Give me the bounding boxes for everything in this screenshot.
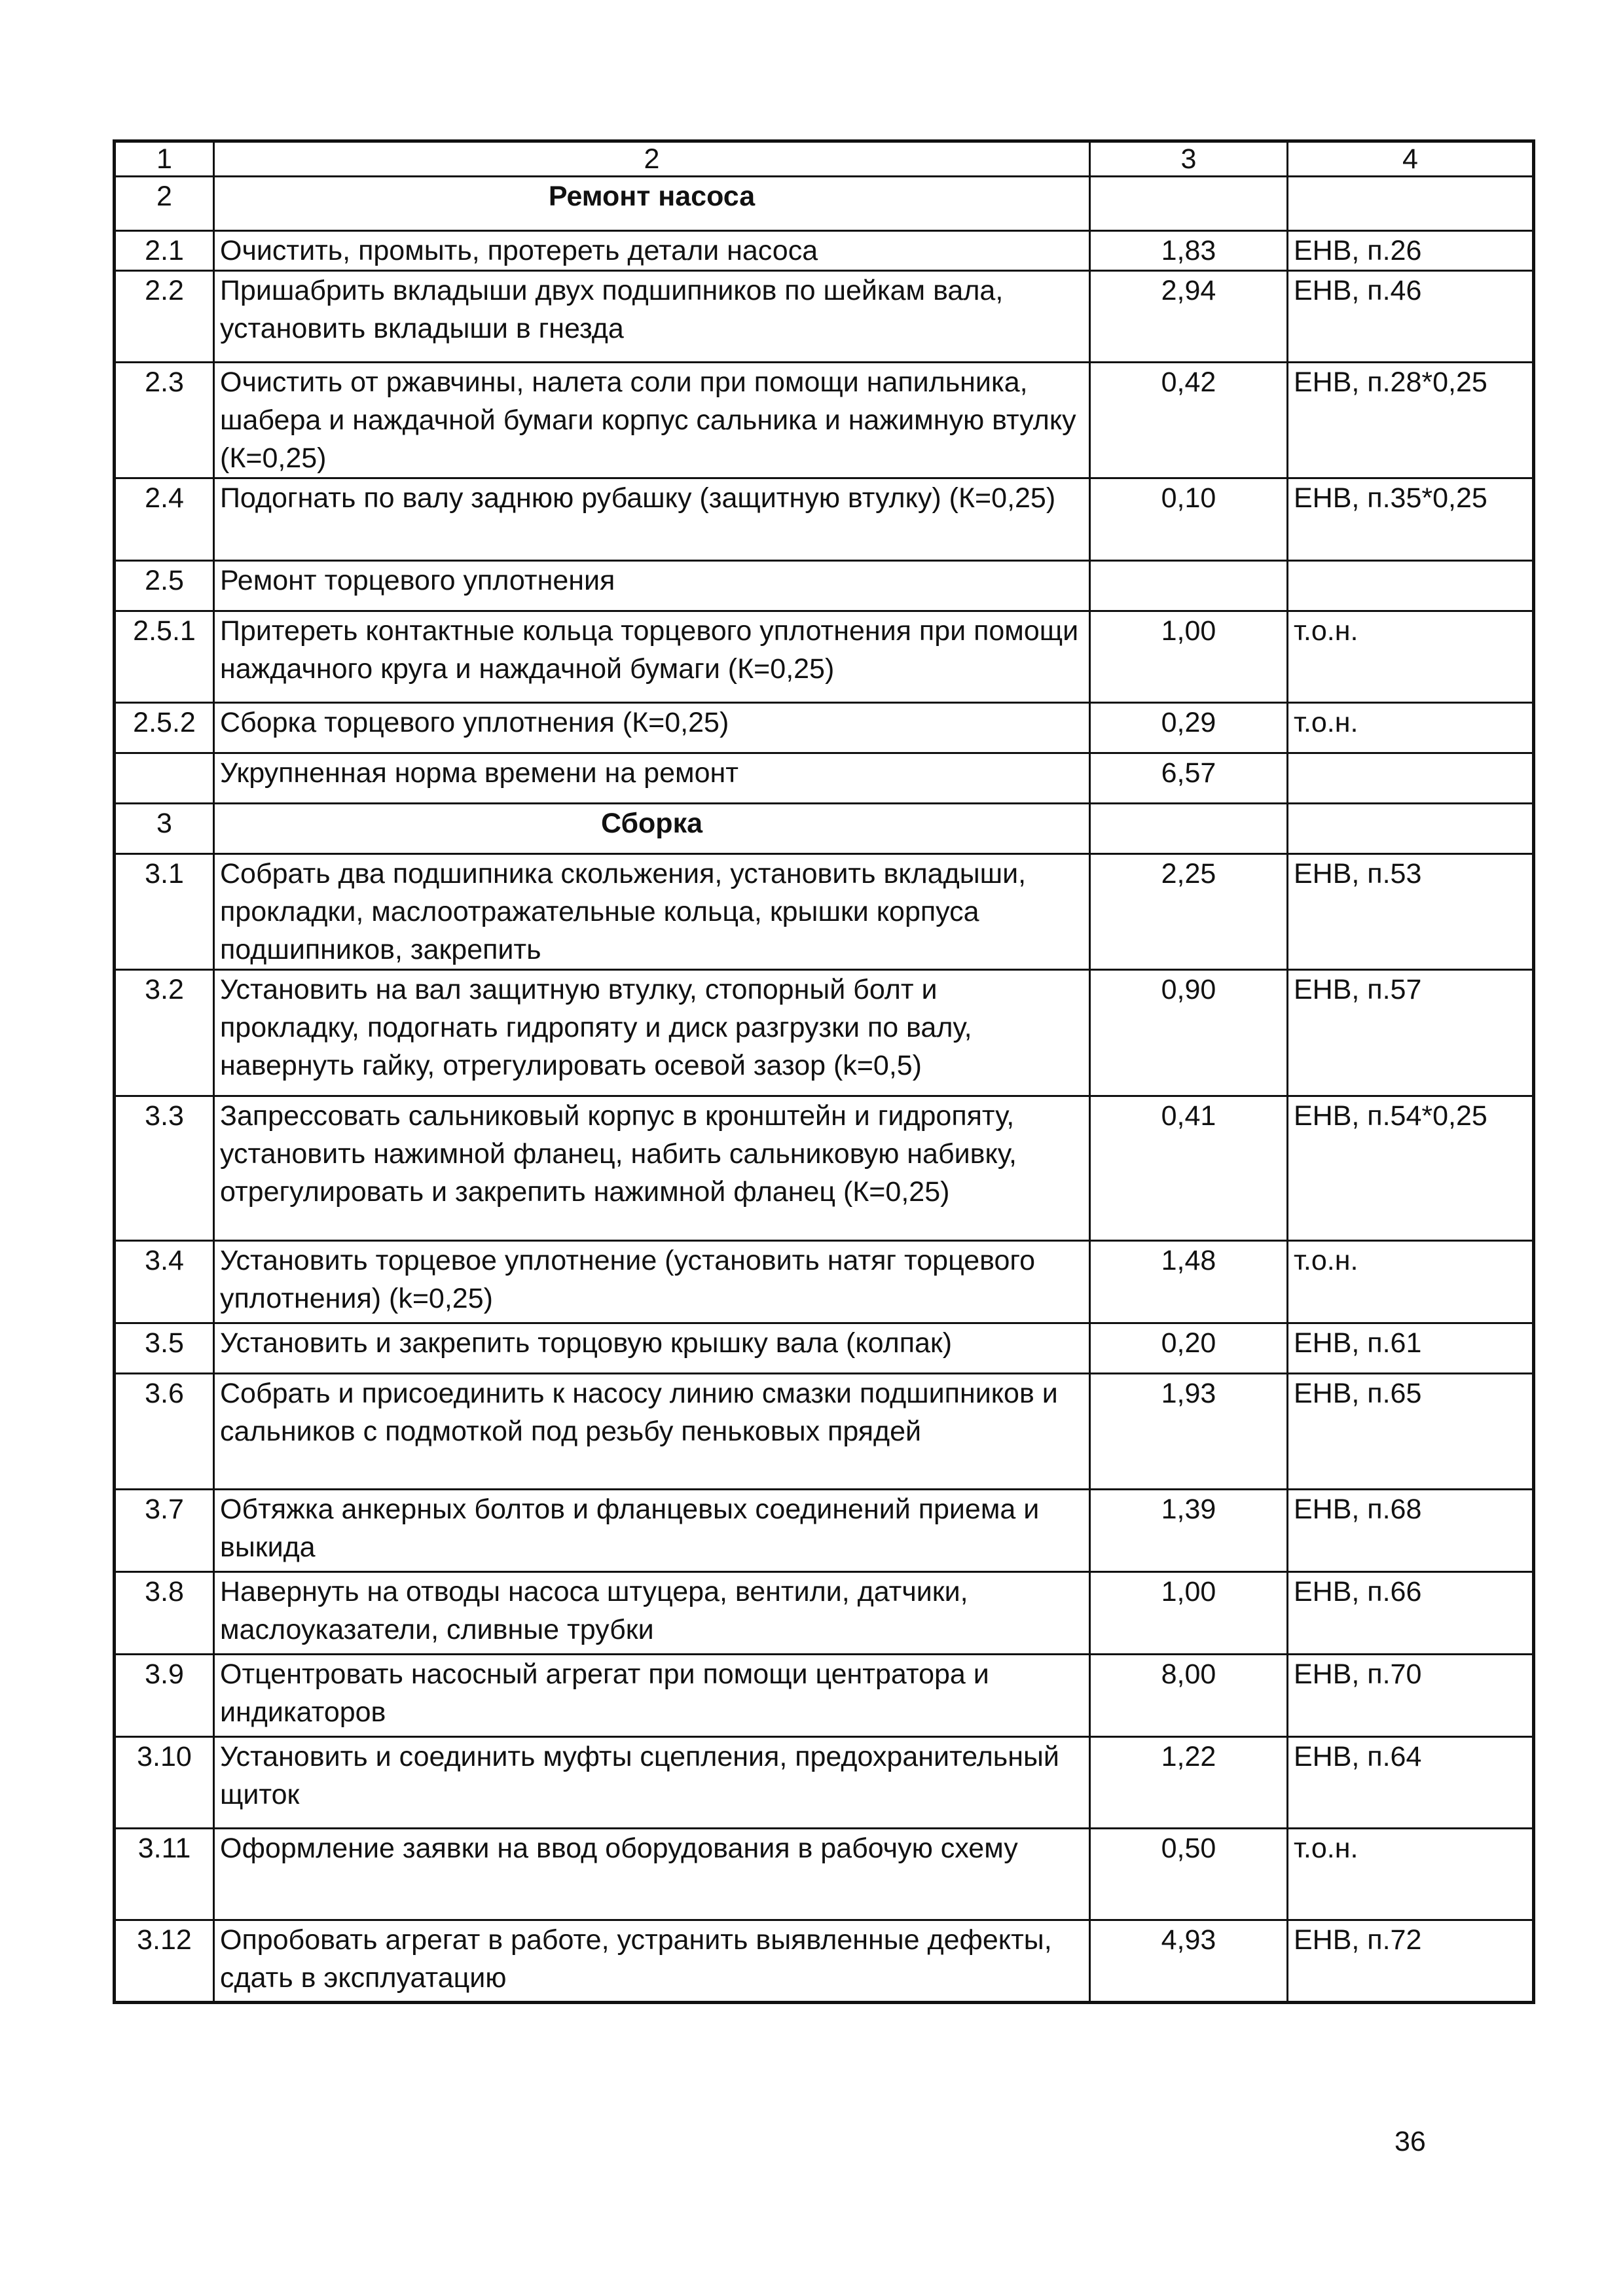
- table-row: [115, 478, 1534, 561]
- table-row: [115, 1241, 1534, 1323]
- row-source: [1288, 177, 1534, 231]
- table-body: [115, 141, 1534, 2003]
- row-number: 3.7: [115, 1490, 214, 1572]
- row-time-norm: 2,25: [1090, 854, 1288, 970]
- row-description: Установить торцевое уплотнение (установить натяг торцевого уплотнения) (k=0,25): [214, 1241, 1090, 1323]
- row-description: Подогнать по валу заднюю рубашку (защитную втулку) (К=0,25): [214, 478, 1090, 561]
- column-number-1: 1: [115, 141, 214, 177]
- row-source: ЕНВ, п.46: [1288, 271, 1534, 363]
- row-description: Притереть контактные кольца торцевого уплотнения при помощи наждачного круга и наждачной бумаги (К=0,25): [214, 611, 1090, 703]
- row-source: т.о.н.: [1288, 1829, 1534, 1920]
- row-source: ЕНВ, п.70: [1288, 1655, 1534, 1737]
- row-description: Опробовать агрегат в работе, устранить выявленные дефекты, сдать в эксплуатацию: [214, 1920, 1090, 2003]
- row-source: ЕНВ, п.26: [1288, 231, 1534, 271]
- row-source: т.о.н.: [1288, 703, 1534, 753]
- row-number: 2.5: [115, 561, 214, 611]
- row-number: 2.1: [115, 231, 214, 271]
- row-description: Укрупненная норма времени на ремонт: [214, 753, 1090, 804]
- row-number: 3.10: [115, 1737, 214, 1829]
- section-row: [115, 177, 1534, 231]
- row-time-norm: 0,29: [1090, 703, 1288, 753]
- row-number: 2.3: [115, 363, 214, 478]
- row-source: ЕНВ, п.57: [1288, 970, 1534, 1096]
- row-source: т.о.н.: [1288, 1241, 1534, 1323]
- row-description: Отцентровать насосный агрегат при помощи центратора и индикаторов: [214, 1655, 1090, 1737]
- row-description: Очистить, промыть, протереть детали насоса: [214, 231, 1090, 271]
- row-number: 3.5: [115, 1323, 214, 1374]
- row-number: 3.8: [115, 1572, 214, 1655]
- row-source: ЕНВ, п.65: [1288, 1374, 1534, 1490]
- row-number: 3: [115, 804, 214, 854]
- row-time-norm: 1,22: [1090, 1737, 1288, 1829]
- table-row: [115, 1374, 1534, 1490]
- row-number: 3.11: [115, 1829, 214, 1920]
- row-time-norm: [1090, 804, 1288, 854]
- row-description: Оформление заявки на ввод оборудования в рабочую схему: [214, 1829, 1090, 1920]
- row-description: Сборка: [214, 804, 1090, 854]
- row-source: ЕНВ, п.35*0,25: [1288, 478, 1534, 561]
- row-description: Пришабрить вкладыши двух подшипников по шейкам вала, установить вкладыши в гнезда: [214, 271, 1090, 363]
- row-description: Собрать и присоединить к насосу линию смазки подшипников и сальников с подмоткой под резьбу пеньковых прядей: [214, 1374, 1090, 1490]
- table-row: [115, 1323, 1534, 1374]
- row-number: 2.5.1: [115, 611, 214, 703]
- table-row: [115, 1737, 1534, 1829]
- row-description: Установить и закрепить торцовую крышку вала (колпак): [214, 1323, 1090, 1374]
- work-norms-table: [113, 139, 1535, 2004]
- row-time-norm: 1,48: [1090, 1241, 1288, 1323]
- column-number-4: 4: [1288, 141, 1534, 177]
- table-row: [115, 1572, 1534, 1655]
- row-number: 3.6: [115, 1374, 214, 1490]
- row-description: Запрессовать сальниковый корпус в кронштейн и гидропяту, установить нажимной фланец, набить сальниковую набивку, отрегулировать и закрепить нажимной фланец (К=0,25): [214, 1096, 1090, 1241]
- row-number: 2.5.2: [115, 703, 214, 753]
- row-source: ЕНВ, п.28*0,25: [1288, 363, 1534, 478]
- row-description: Установить на вал защитную втулку, стопорный болт и прокладку, подогнать гидропяту и диск разгрузки по валу, навернуть гайку, отрегулировать осевой зазор (k=0,5): [214, 970, 1090, 1096]
- row-time-norm: 1,93: [1090, 1374, 1288, 1490]
- row-number: 2.4: [115, 478, 214, 561]
- row-time-norm: 0,90: [1090, 970, 1288, 1096]
- row-time-norm: 2,94: [1090, 271, 1288, 363]
- row-time-norm: 8,00: [1090, 1655, 1288, 1737]
- section-row: [115, 804, 1534, 854]
- row-number: 3.1: [115, 854, 214, 970]
- row-time-norm: 0,50: [1090, 1829, 1288, 1920]
- row-number: 3.2: [115, 970, 214, 1096]
- row-description: Очистить от ржавчины, налета соли при помощи напильника, шабера и наждачной бумаги корпус сальника и нажимную втулку (К=0,25): [214, 363, 1090, 478]
- table-row: [115, 1490, 1534, 1572]
- table-row: [115, 611, 1534, 703]
- table-row: [115, 703, 1534, 753]
- row-time-norm: 1,39: [1090, 1490, 1288, 1572]
- table-row: [115, 271, 1534, 363]
- row-source: ЕНВ, п.61: [1288, 1323, 1534, 1374]
- table-row: [115, 1829, 1534, 1920]
- table-row: [115, 363, 1534, 478]
- row-time-norm: 0,10: [1090, 478, 1288, 561]
- row-number: 3.3: [115, 1096, 214, 1241]
- table-row: [115, 1920, 1534, 2003]
- row-source: [1288, 753, 1534, 804]
- column-number-3: 3: [1090, 141, 1288, 177]
- row-time-norm: 1,00: [1090, 611, 1288, 703]
- table-row: [115, 561, 1534, 611]
- row-source: ЕНВ, п.64: [1288, 1737, 1534, 1829]
- row-source: ЕНВ, п.66: [1288, 1572, 1534, 1655]
- row-description: Ремонт торцевого уплотнения: [214, 561, 1090, 611]
- table-row: [115, 231, 1534, 271]
- row-number: 2: [115, 177, 214, 231]
- row-description: Сборка торцевого уплотнения (К=0,25): [214, 703, 1090, 753]
- row-description: Собрать два подшипника скольжения, установить вкладыши, прокладки, маслоотражательные кольца, крышки корпуса подшипников, закрепить: [214, 854, 1090, 970]
- row-time-norm: 4,93: [1090, 1920, 1288, 2003]
- row-description: Установить и соединить муфты сцепления, предохранительный щиток: [214, 1737, 1090, 1829]
- row-description: Навернуть на отводы насоса штуцера, вентили, датчики, маслоуказатели, сливные трубки: [214, 1572, 1090, 1655]
- row-source: ЕНВ, п.72: [1288, 1920, 1534, 2003]
- row-time-norm: 0,42: [1090, 363, 1288, 478]
- table-row: [115, 970, 1534, 1096]
- row-number: 2.2: [115, 271, 214, 363]
- row-source: ЕНВ, п.53: [1288, 854, 1534, 970]
- row-time-norm: [1090, 561, 1288, 611]
- row-source: т.о.н.: [1288, 611, 1534, 703]
- row-time-norm: 1,83: [1090, 231, 1288, 271]
- page-number: 36: [1395, 2126, 1426, 2157]
- row-description: Ремонт насоса: [214, 177, 1090, 231]
- row-time-norm: 1,00: [1090, 1572, 1288, 1655]
- total-row: [115, 753, 1534, 804]
- table-row: [115, 1096, 1534, 1241]
- row-time-norm: 0,20: [1090, 1323, 1288, 1374]
- row-number: 3.4: [115, 1241, 214, 1323]
- row-time-norm: 6,57: [1090, 753, 1288, 804]
- row-source: [1288, 561, 1534, 611]
- row-description: Обтяжка анкерных болтов и фланцевых соединений приема и выкида: [214, 1490, 1090, 1572]
- row-source: [1288, 804, 1534, 854]
- row-number: 3.12: [115, 1920, 214, 2003]
- column-number-row: [115, 141, 1534, 177]
- column-number-2: 2: [214, 141, 1090, 177]
- row-source: ЕНВ, п.68: [1288, 1490, 1534, 1572]
- row-number: [115, 753, 214, 804]
- row-time-norm: 0,41: [1090, 1096, 1288, 1241]
- row-time-norm: [1090, 177, 1288, 231]
- row-number: 3.9: [115, 1655, 214, 1737]
- table-row: [115, 1655, 1534, 1737]
- table-row: [115, 854, 1534, 970]
- row-source: ЕНВ, п.54*0,25: [1288, 1096, 1534, 1241]
